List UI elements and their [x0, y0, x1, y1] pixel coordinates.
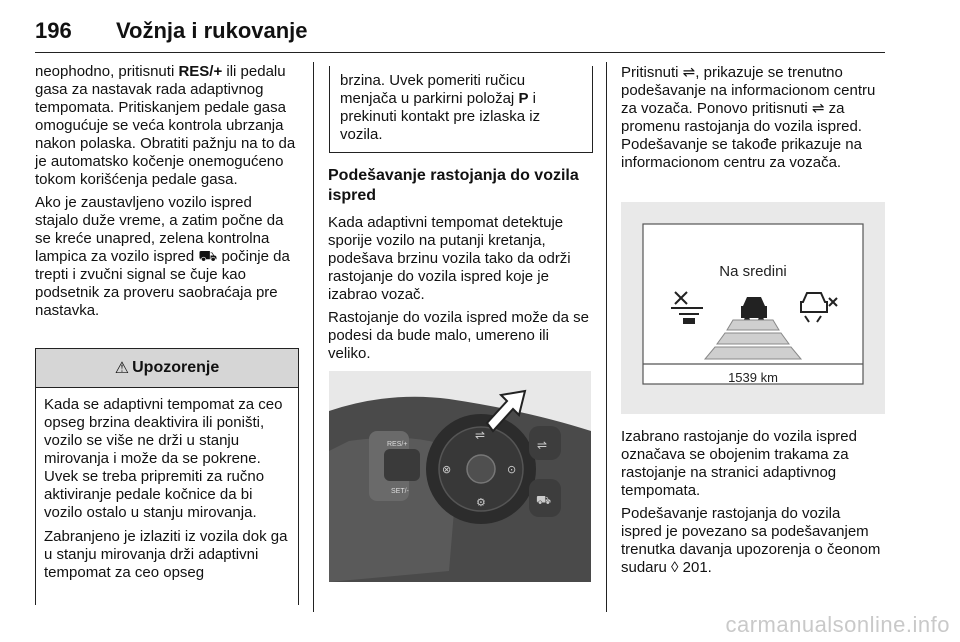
warning-title: Upozorenje: [132, 359, 220, 376]
paragraph-collision-link: Podešavanje rastojanja do vozila ispred je povezano sa podešavanjem trenutka davanja upozorenja o čeonom sudaru ◊ 201.: [621, 505, 881, 576]
pad-icon-right: ⊙: [507, 464, 517, 476]
pad-icon-left: ⊗: [442, 464, 452, 476]
paragraph-selected-distance: Izabrano rastojanje do vozila ispred označava se obojenim trakama za rastojanje na stranici adaptivnog tempomata.: [621, 428, 857, 499]
pad-icon-bottom: ⚙: [476, 497, 486, 509]
set-label: SET/-: [391, 488, 409, 495]
distance-band-mid: [717, 333, 789, 344]
column-divider-1: [313, 62, 314, 612]
distance-band-far: [727, 320, 779, 330]
column-3-lower: [621, 428, 885, 582]
warning-paragraph-2: Zabranjeno je izlaziti iz vozila dok ga u stanju mirovanja drži adaptivni tempomat za ceo opseg: [44, 528, 288, 581]
display-odometer: 1539 km: [728, 370, 778, 385]
watermark: carmanualsonline.info: [725, 612, 950, 637]
display-title: Na sredini: [719, 263, 787, 280]
paragraph-press-button: Pritisnuti ⇌, prikazuje se trenutno podešavanje na informacionom centru za vozača. Ponovo pritisnuti ⇌ za promenu rastojanja do vozila ispred. Podešavanje se takođe prikazuje na informacionom centru za vozača.: [621, 64, 876, 171]
page-title: Vožnja i rukovanje: [116, 18, 308, 43]
park-position-ref: P: [518, 90, 529, 107]
section-title: Podešavanje rastojanja do vozila ispred: [328, 167, 579, 204]
gap-button-icon: ⇌: [811, 100, 825, 117]
warning-paragraph-1: Kada se adaptivni tempomat za ceo opseg brzina deaktivira ili poništi, vozilo se više ne drži u stanju mirovanja i može da se pokrene. Uvek se treba pripremiti za ručno aktiviranje pedale kočnice da bi vozilo ostalo u stanju mirovanja.: [44, 396, 283, 521]
paragraph-resume: neophodno, pritisnuti RES/+ ili pedalu gasa za nastavak rada adaptivnog tempomata. Pritiskanjem pedale gasa omogućuje se veća kontrola ubrzanja nakon polaska. Obratiti pažnju na to da je automatsko kočenje onemogućeno tokom korišćenja pedale gasa.: [35, 63, 296, 188]
driver-info-display-illustration: [621, 202, 885, 414]
page-header: [35, 10, 885, 53]
warning-continuation-box: [329, 66, 593, 153]
column-3: [621, 64, 885, 177]
res-switch: [384, 449, 420, 481]
steering-wheel-illustration: [329, 371, 591, 582]
warning-header: [36, 349, 298, 388]
right-lower-icon: ⛟: [536, 493, 552, 507]
pad-icon-top: ⇌: [475, 428, 486, 442]
paragraph-distance-intro: Kada adaptivni tempomat detektuje sporije vozilo na putanji kretanja, podešava brzinu vozila tako da održi rastojanje do vozila ispred koje je izabrao vozač.: [328, 214, 571, 303]
steering-wheel-drawing: [329, 371, 591, 582]
warning-continuation-text: brzina. Uvek pomeriti ručicu menjača u parkirni položaj P i prekinuti kontakt pre izlaska iz vozila.: [340, 72, 541, 143]
column-divider-2: [606, 62, 607, 612]
paragraph-stopped-vehicle: Ako je zaustavljeno vozilo ispred stajalo duže vreme, a zatim počne da se kreće unapred, zelena kontrolna lampica za vozilo ispred ⛟ počinje da trepti i zvučni signal se čuje kao podsetnik za proveru saobraćaja pre nastavka.: [35, 194, 290, 319]
gap-button-icon: ⇌: [682, 64, 696, 81]
right-upper-icon: ⇌: [537, 438, 548, 452]
column-2: [328, 166, 592, 368]
warning-triangle-icon: ⚠: [114, 360, 130, 377]
driver-info-display-drawing: [621, 202, 885, 414]
warning-body: [36, 388, 298, 582]
warning-box: [35, 348, 299, 605]
res-button-ref: RES/+: [178, 63, 223, 80]
distance-band-near: [705, 347, 801, 359]
paragraph-distance-options: Rastojanje do vozila ispred može da se podesi da bude malo, umereno ili veliko.: [328, 309, 589, 362]
page-number: 196: [35, 18, 72, 43]
vehicle-ahead-icon: ⛟: [198, 248, 218, 265]
res-label: RES/+: [387, 441, 408, 448]
page-reference-icon: ◊: [671, 559, 679, 576]
control-pad-center: [467, 455, 495, 483]
column-1: [35, 63, 299, 325]
